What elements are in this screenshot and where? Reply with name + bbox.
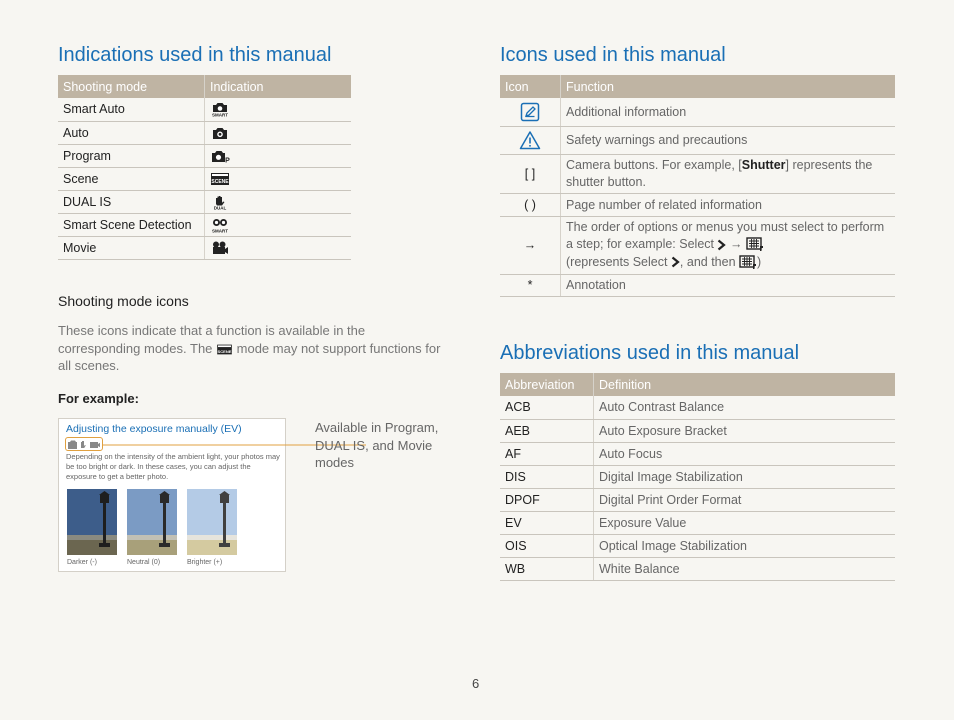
definition-cell: Digital Image Stabilization bbox=[594, 465, 896, 488]
description-text-start: These icons indicate that a function is available in the corresponding modes. The bbox=[58, 323, 366, 356]
mode-name: Smart Scene Detection bbox=[58, 213, 205, 236]
mode-name: Auto bbox=[58, 121, 205, 144]
header-icon: Icon bbox=[500, 75, 561, 98]
abbr-cell: ACB bbox=[500, 396, 594, 419]
table-row bbox=[500, 154, 895, 193]
grid-menu-icon bbox=[739, 255, 757, 270]
icon-cell: ( ) bbox=[500, 193, 561, 216]
example-box bbox=[58, 418, 286, 572]
dual-is-icon bbox=[210, 194, 230, 210]
page-number: 6 bbox=[472, 676, 480, 691]
definition-cell: Digital Print Order Format bbox=[594, 488, 896, 511]
table-row bbox=[58, 167, 351, 190]
icon-cell: [ ] bbox=[500, 154, 561, 193]
caption-darker: Darker (-) bbox=[67, 559, 97, 566]
abbr-cell: DIS bbox=[500, 465, 594, 488]
indications-table bbox=[58, 75, 351, 260]
example-text: Depending on the intensity of the ambient light, your photos may be too bright or dark. In these cases, you can adjust the exposure to get a better photo. bbox=[66, 452, 280, 481]
abbreviations-title: Abbreviations used in this manual bbox=[500, 342, 800, 364]
definition-cell: White Balance bbox=[594, 557, 896, 580]
caption-neutral: Neutral (0) bbox=[127, 559, 161, 566]
definition-cell: Auto Contrast Balance bbox=[594, 396, 896, 419]
table-row bbox=[500, 126, 895, 154]
header-indication: Indication bbox=[205, 75, 352, 98]
definition-cell: Auto Focus bbox=[594, 442, 896, 465]
example-callout-text: Available in Program, DUAL IS, and Movie modes bbox=[315, 420, 439, 470]
program-icon bbox=[210, 148, 230, 164]
function-text: ] represents the shutter button. bbox=[566, 157, 873, 189]
header-shooting-mode: Shooting mode bbox=[58, 75, 205, 98]
function-cell: Additional information bbox=[561, 98, 896, 126]
definition-cell: Auto Exposure Bracket bbox=[594, 419, 896, 442]
warning-icon bbox=[519, 130, 541, 150]
icon-cell bbox=[500, 126, 561, 154]
table-row bbox=[500, 557, 895, 580]
table-row bbox=[500, 488, 895, 511]
function-text: (represents Select bbox=[566, 254, 671, 269]
movie-icon bbox=[210, 240, 230, 256]
indication-cell bbox=[205, 213, 352, 236]
mode-name: Scene bbox=[58, 167, 205, 190]
photo-brighter bbox=[187, 489, 237, 555]
table-row bbox=[500, 419, 895, 442]
for-example-label: For example: bbox=[58, 391, 139, 406]
photo-neutral bbox=[127, 489, 177, 555]
svg-text:SMART: SMART bbox=[212, 112, 228, 118]
smart-scene-icon bbox=[210, 217, 230, 233]
mode-name: Program bbox=[58, 144, 205, 167]
example-title: Adjusting the exposure manually (EV) bbox=[66, 423, 242, 435]
indication-cell bbox=[205, 98, 352, 121]
icons-title: Icons used in this manual bbox=[500, 44, 726, 66]
mode-icons-group-icon bbox=[66, 439, 102, 451]
note-icon bbox=[520, 102, 540, 122]
definition-cell: Optical Image Stabilization bbox=[594, 534, 896, 557]
table-row bbox=[500, 193, 895, 216]
abbr-cell: WB bbox=[500, 557, 594, 580]
svg-text:P: P bbox=[225, 157, 230, 164]
table-row bbox=[58, 213, 351, 236]
shutter-label: Shutter bbox=[741, 157, 786, 172]
icon-cell bbox=[500, 98, 561, 126]
abbr-cell: EV bbox=[500, 511, 594, 534]
abbreviations-table bbox=[500, 373, 895, 581]
function-cell bbox=[561, 216, 896, 274]
function-cell: Page number of related information bbox=[561, 193, 896, 216]
indications-title: Indications used in this manual bbox=[58, 44, 332, 66]
definition-cell: Exposure Value bbox=[594, 511, 896, 534]
function-text: ) bbox=[757, 254, 762, 269]
header-abbreviation: Abbreviation bbox=[500, 373, 594, 396]
table-row bbox=[500, 274, 895, 296]
table-row bbox=[500, 511, 895, 534]
camera-icon bbox=[210, 125, 230, 141]
table-row bbox=[500, 465, 895, 488]
shooting-mode-icons-subtitle: Shooting mode icons bbox=[58, 293, 189, 309]
scene-icon bbox=[210, 171, 230, 187]
photo-darker bbox=[67, 489, 117, 555]
abbr-cell: AEB bbox=[500, 419, 594, 442]
abbr-cell: DPOF bbox=[500, 488, 594, 511]
icons-table bbox=[500, 75, 895, 297]
header-function: Function bbox=[561, 75, 896, 98]
shooting-mode-description bbox=[58, 322, 450, 375]
indication-cell bbox=[205, 167, 352, 190]
table-row bbox=[500, 534, 895, 557]
smart-auto-icon bbox=[210, 101, 230, 117]
indication-cell bbox=[205, 236, 352, 259]
icon-cell: → bbox=[500, 216, 561, 274]
indication-cell bbox=[205, 121, 352, 144]
example-mode-icons bbox=[65, 437, 103, 451]
chevron-right-icon bbox=[671, 256, 680, 268]
indication-cell bbox=[205, 190, 352, 213]
svg-text:SCENE: SCENE bbox=[217, 348, 232, 354]
function-cell bbox=[561, 154, 896, 193]
grid-menu-icon bbox=[746, 237, 764, 252]
table-row bbox=[58, 190, 351, 213]
table-row bbox=[58, 144, 351, 167]
abbr-cell: AF bbox=[500, 442, 594, 465]
function-cell: Annotation bbox=[561, 274, 896, 296]
header-definition: Definition bbox=[594, 373, 896, 396]
scene-icon bbox=[216, 343, 233, 356]
table-row bbox=[500, 98, 895, 126]
function-cell: Safety warnings and precautions bbox=[561, 126, 896, 154]
table-row bbox=[58, 98, 351, 121]
function-text: → bbox=[726, 237, 746, 252]
table-row bbox=[500, 396, 895, 419]
function-text: The order of options or menus you must select to perform a step; for example: Select bbox=[566, 219, 885, 252]
table-row bbox=[500, 216, 895, 274]
function-text: , and then bbox=[679, 254, 739, 269]
indication-cell bbox=[205, 144, 352, 167]
icon-cell: * bbox=[500, 274, 561, 296]
description-text-end: mode may not support functions for all scenes. bbox=[58, 340, 441, 373]
mode-name: DUAL IS bbox=[58, 190, 205, 213]
mode-name: Smart Auto bbox=[58, 98, 205, 121]
mode-name: Movie bbox=[58, 236, 205, 259]
table-row bbox=[58, 236, 351, 259]
svg-text:SMART: SMART bbox=[212, 228, 228, 233]
svg-text:DUAL: DUAL bbox=[213, 205, 227, 210]
function-text: Camera buttons. For example, [ bbox=[566, 157, 742, 172]
svg-text:SCENE: SCENE bbox=[211, 178, 229, 185]
caption-brighter: Brighter (+) bbox=[187, 559, 223, 566]
abbr-cell: OIS bbox=[500, 534, 594, 557]
table-row bbox=[500, 442, 895, 465]
table-row bbox=[58, 121, 351, 144]
